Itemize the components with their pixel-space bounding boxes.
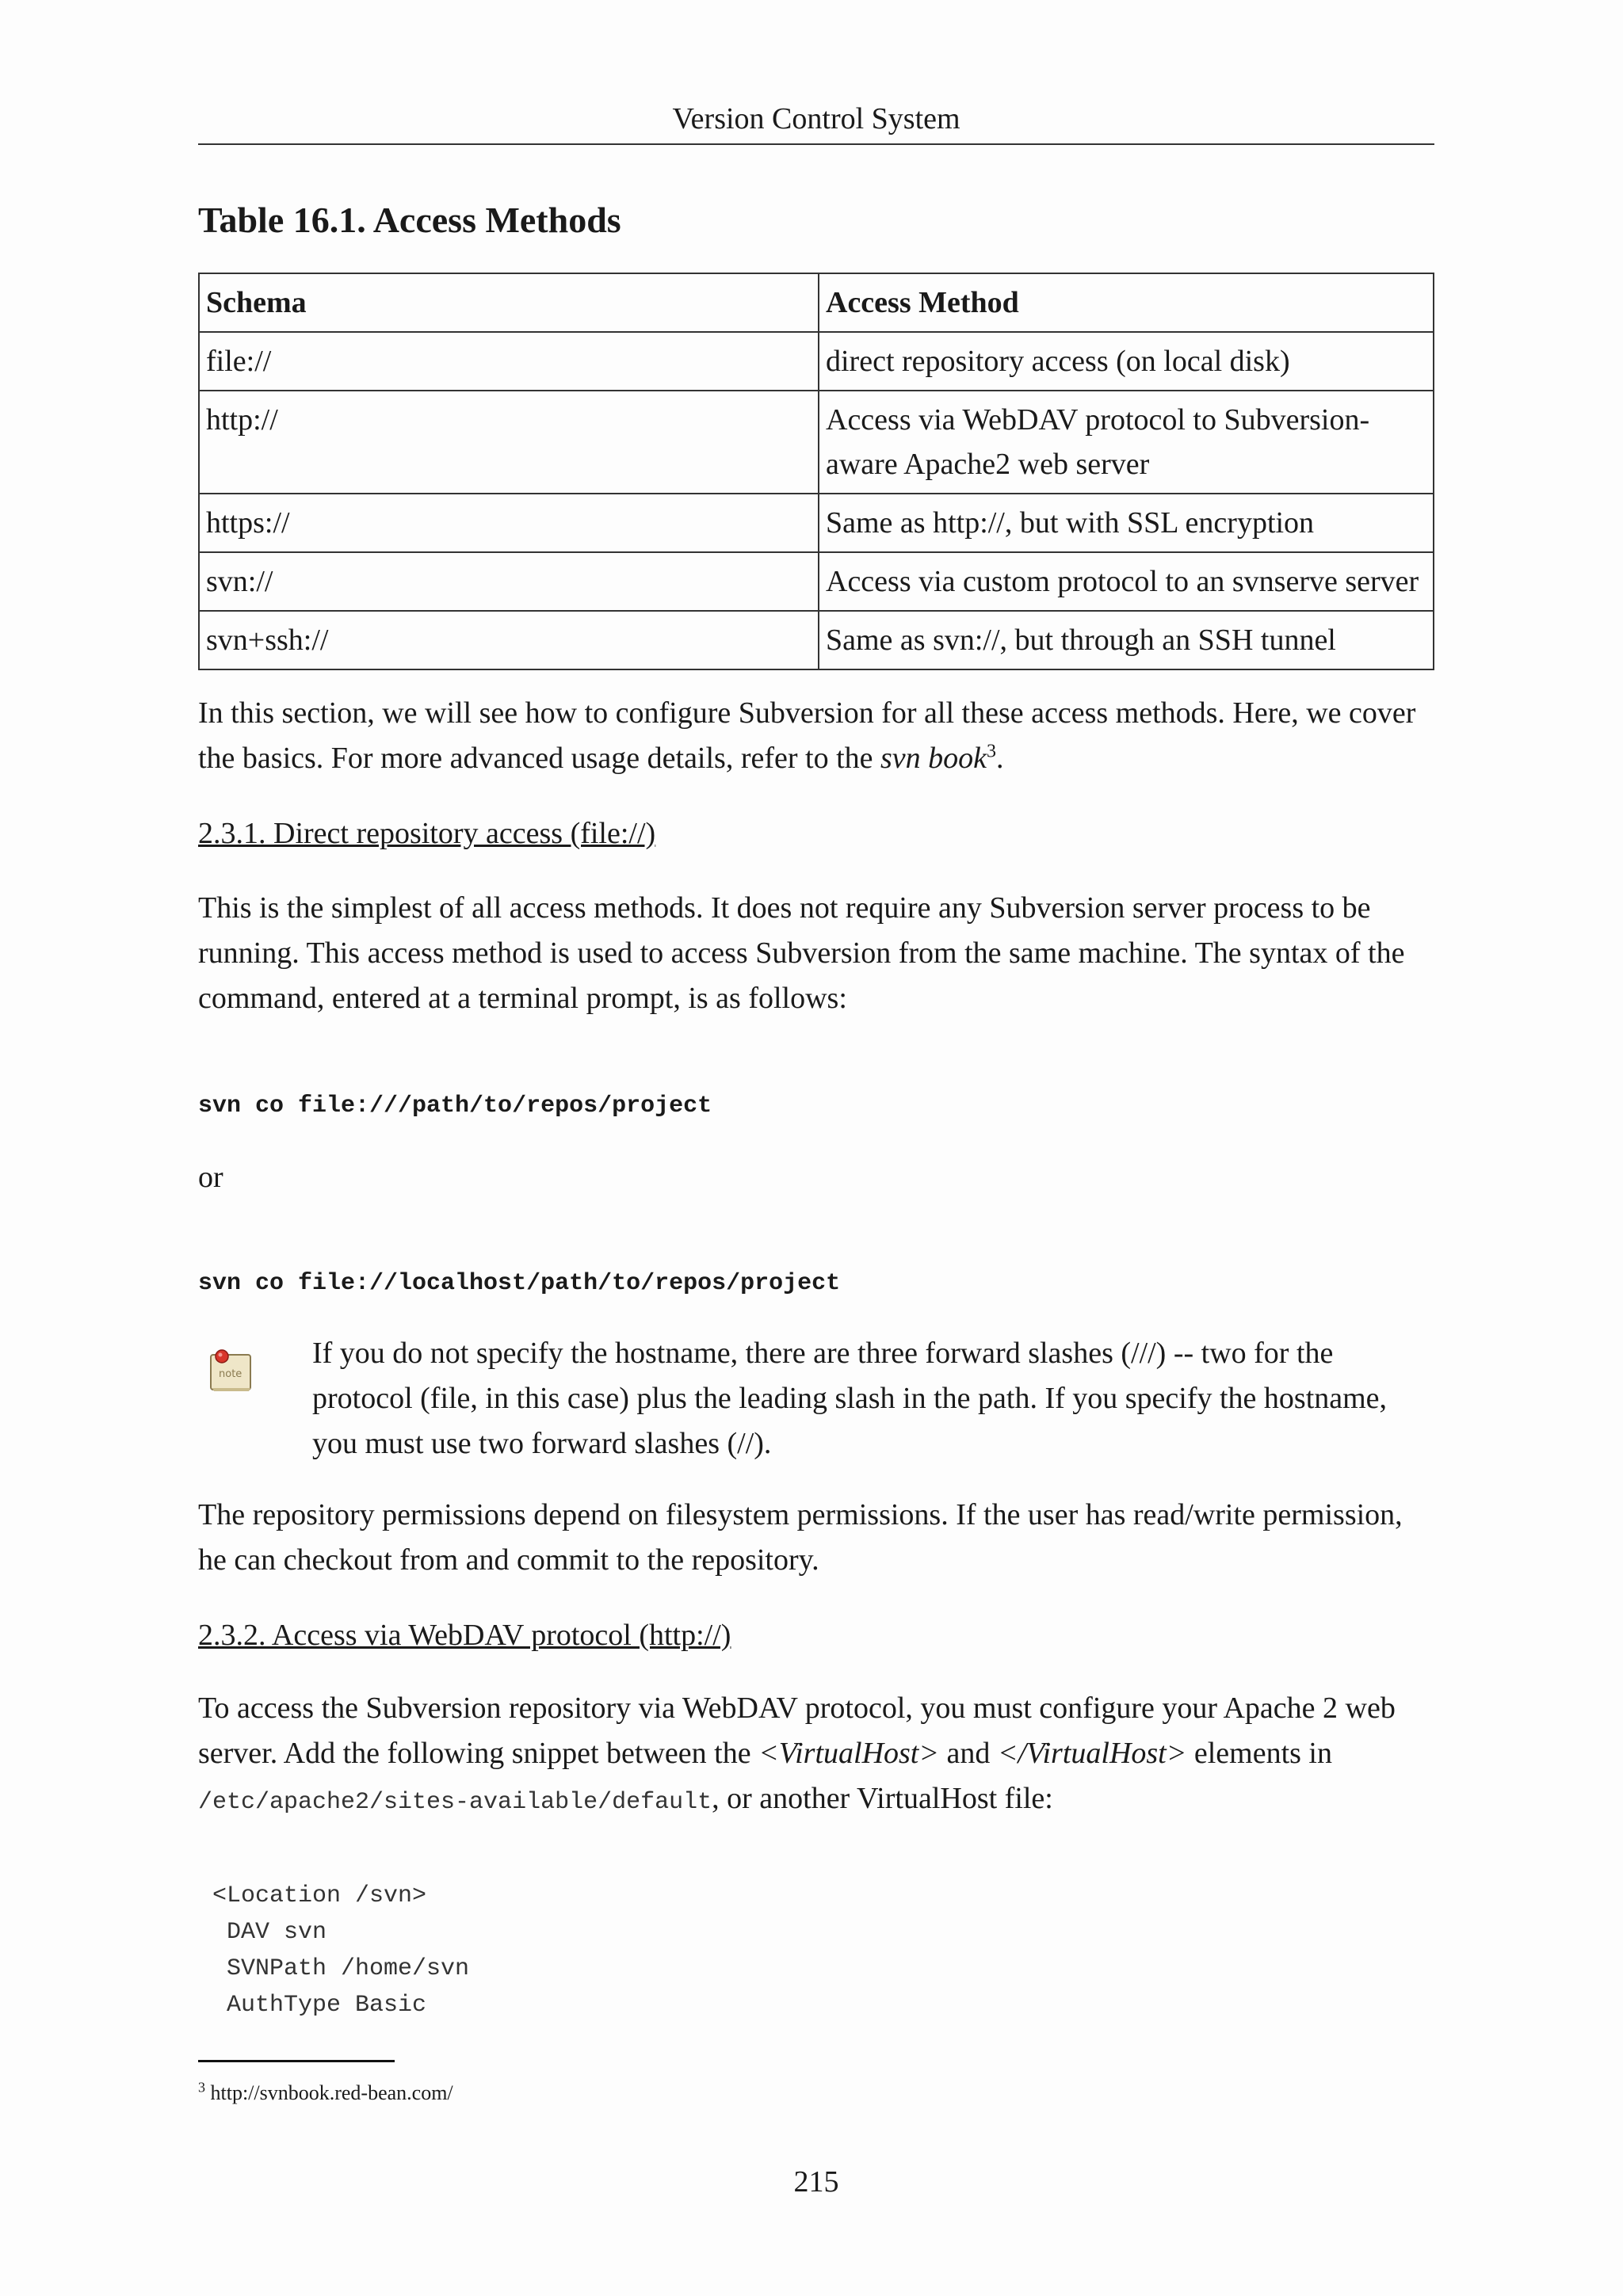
header-rule [198, 143, 1434, 145]
table-row [199, 391, 1434, 494]
permissions-paragraph: The repository permissions depend on filesystem permissions. If the user has read/write permission, he can checkout from and commit to the repository. [198, 1498, 1403, 1577]
command-code-file-localhost: svn co file://localhost/path/to/repos/project [198, 1270, 841, 1297]
table-title: Table 16.1. Access Methods [198, 200, 621, 240]
access-method-cell: Access via custom protocol to an svnserve server [819, 552, 1434, 611]
webdav-text-b: elements in [1186, 1737, 1332, 1770]
intro-end: . [996, 742, 1004, 775]
footnote-marker[interactable]: 3 [987, 741, 997, 762]
virtualhost-close-tag: </VirtualHost> [997, 1737, 1187, 1770]
footnote [198, 2079, 453, 2107]
schema-cell: http:// [199, 391, 819, 494]
table-row [199, 494, 1434, 552]
footnote-url[interactable]: http://svnbook.red-bean.com/ [210, 2081, 453, 2104]
page-number: 215 [793, 2165, 839, 2199]
code-line: AuthType Basic [212, 1992, 427, 2019]
config-file-path: /etc/apache2/sites-available/default [198, 1789, 712, 1816]
column-header-schema: Schema [199, 273, 819, 332]
svn-book-reference[interactable]: svn book [880, 742, 987, 775]
table-row [199, 332, 1434, 391]
note-text: If you do not specify the hostname, there are three forward slashes (///) -- two for the protocol (file, in this case) plus the leading slash in the path. If you specify the hostname, you must use two forward slashes (//). [312, 1337, 1388, 1460]
access-method-cell: Same as svn://, but through an SSH tunnel [819, 611, 1434, 669]
footnote-number: 3 [198, 2079, 205, 2096]
apache-config-snippet [198, 1878, 1434, 2023]
access-methods-table [198, 273, 1434, 670]
schema-cell: file:// [199, 332, 819, 391]
table-row [199, 552, 1434, 611]
intro-paragraph [198, 691, 1434, 781]
svg-text:note: note [219, 1368, 242, 1380]
note-icon [208, 1347, 254, 1394]
direct-access-paragraph: This is the simplest of all access methods. It does not require any Subversion server process to be running. This access method is used to access Subversion from the same machine. The syntax of the command, entered at a terminal prompt, is as follows: [198, 891, 1405, 1015]
page [198, 0, 1434, 2296]
access-method-cell: direct repository access (on local disk) [819, 332, 1434, 391]
column-header-access-method: Access Method [819, 273, 1434, 332]
table-header-row [199, 273, 1434, 332]
command-code-file-triple-slash: svn co file:///path/to/repos/project [198, 1093, 712, 1119]
section-heading-webdav[interactable]: 2.3.2. Access via WebDAV protocol (http://) [198, 1619, 731, 1652]
schema-cell: svn:// [199, 552, 819, 611]
virtualhost-open-tag: <VirtualHost> [758, 1737, 940, 1770]
intro-text: In this section, we will see how to configure Subversion for all these access methods. Here, we cover the basics. For more advanced usage details, refer to the [198, 696, 1416, 775]
schema-cell: https:// [199, 494, 819, 552]
running-header: Version Control System [672, 102, 960, 135]
webdav-text-and: and [939, 1737, 998, 1770]
access-method-cell: Access via WebDAV protocol to Subversion-aware Apache2 web server [819, 391, 1434, 494]
webdav-text-c: , or another VirtualHost file: [712, 1782, 1053, 1815]
footnote-rule [198, 2060, 395, 2062]
webdav-text-a: To access the Subversion repository via WebDAV protocol, you must configure your Apache 2 web server. Add the following snippet between the [198, 1691, 1396, 1770]
code-line: DAV svn [212, 1919, 327, 1946]
table-row [199, 611, 1434, 669]
code-line: <Location /svn> [212, 1882, 427, 1909]
access-method-cell: Same as http://, but with SSL encryption [819, 494, 1434, 552]
section-heading-direct-access[interactable]: 2.3.1. Direct repository access (file://) [198, 817, 656, 850]
or-text: or [198, 1161, 223, 1194]
schema-cell: svn+ssh:// [199, 611, 819, 669]
code-line: SVNPath /home/svn [212, 1955, 470, 1982]
webdav-paragraph [198, 1686, 1434, 1825]
